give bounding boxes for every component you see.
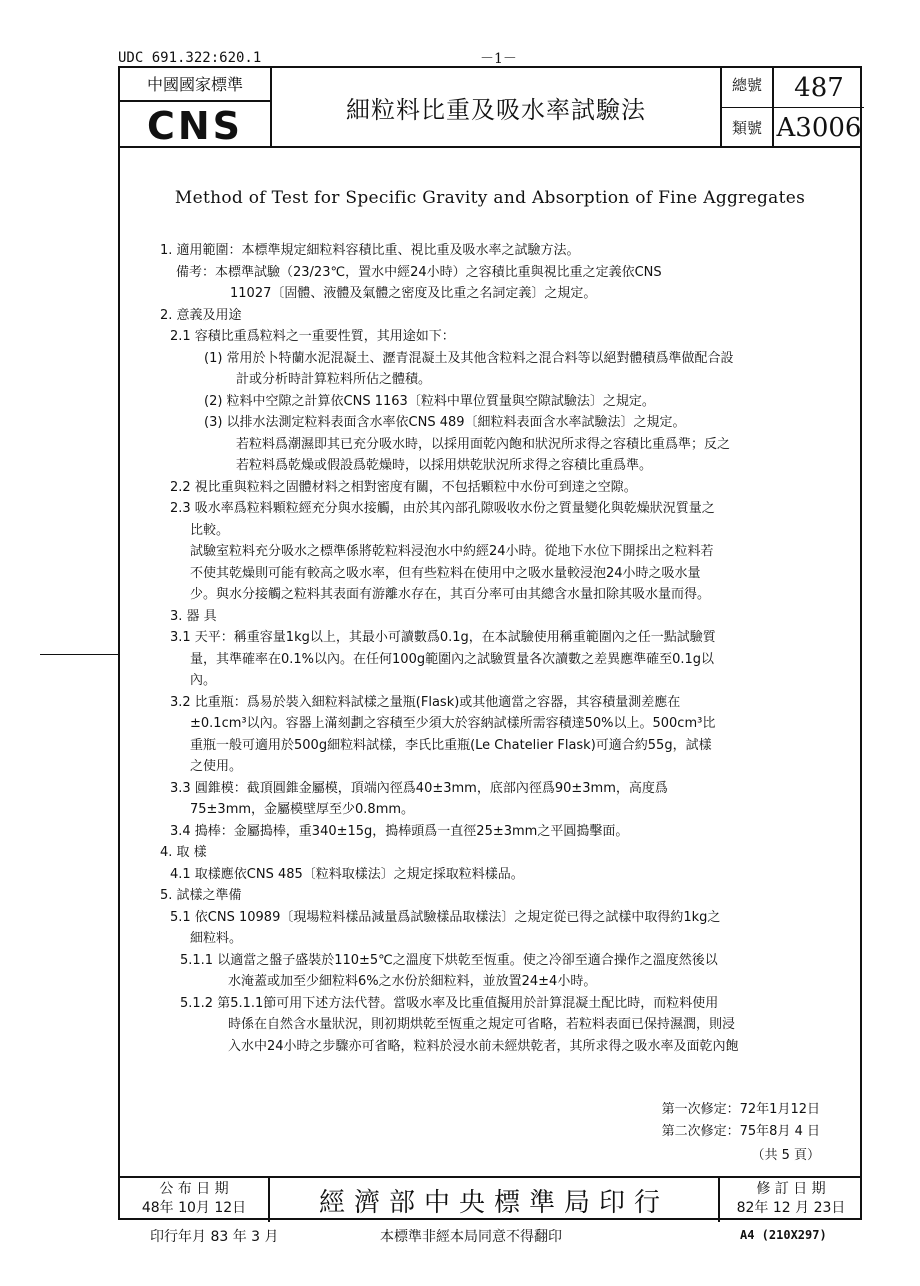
document-frame bbox=[118, 66, 862, 1220]
body-line: 2.1 容積比重爲粒料之一重要性質，其用途如下： bbox=[170, 329, 455, 344]
body-line: 4. 取 樣 bbox=[160, 845, 207, 860]
publish-date: 48年 10月 12日 bbox=[141, 1200, 247, 1216]
revision-first: 第一次修定：72年1月12日 bbox=[661, 1102, 820, 1117]
body-line: ±0.1cm³以內。容器上滿刻劃之容積至少須大於容納試樣所需容積達50%以上。500cm³比 bbox=[190, 716, 716, 731]
body-line: 細粒料。 bbox=[190, 931, 243, 946]
body-line: 比較。 bbox=[190, 522, 230, 538]
body-line: 11027〔固體、液體及氣體之密度及比重之名詞定義〕之規定。 bbox=[230, 286, 597, 301]
body-line: 若粒料爲乾燥或假設爲乾燥時，以採用烘乾狀況所求得之容積比重爲準。 bbox=[236, 458, 653, 473]
page-number: －1－ bbox=[480, 51, 517, 67]
body-line: (3) 以排水法測定粒料表面含水率依CNS 489〔細粒料表面含水率試驗法〕之規定。 bbox=[204, 415, 686, 430]
body-line: 2.3 吸水率爲粒料顆粒經充分與水接觸，由於其內部孔隙吸收水份之質量變化與乾燥狀況質量之 bbox=[170, 501, 715, 516]
body-line: 試驗室粒料充分吸水之標準係將乾粒料浸泡水中約經24小時。從地下水位下開採出之粒料若 bbox=[190, 544, 714, 559]
publish-block bbox=[120, 1178, 270, 1222]
body-line: 入水中24小時之步驟亦可省略，粒料於浸水前未經烘乾者，其所求得之吸水率及面乾內飽 bbox=[228, 1038, 739, 1054]
body-line: 5.1.2 第5.1.1節可用下述方法代替。當吸水率及比重值擬用於計算混凝土配比時，而粒料使用 bbox=[180, 995, 719, 1011]
body-line: 4.1 取樣應依CNS 485〔粒料取樣法〕之規定採取粒料樣品。 bbox=[170, 866, 524, 882]
body-line: 量，其準確率在0.1%以內。在任何100g範圍內之試驗質量各次讀數之差異應準確至0.1g以 bbox=[190, 651, 715, 667]
body-line: 2. 意義及用途 bbox=[160, 307, 242, 323]
revise-block bbox=[718, 1178, 862, 1222]
page-count: （共 5 頁） bbox=[751, 1148, 820, 1163]
body-line: (1) 常用於卜特蘭水泥混凝土、瀝青混凝土及其他含粒料之混合料等以絕對體積爲準做配合設 bbox=[204, 350, 734, 366]
body-line: 水淹蓋或加至少細粒料6%之水份於細粒料，並放置24±4小時。 bbox=[228, 974, 597, 989]
body-line: 2.2 視比重與粒料之固體材料之相對密度有關，不包括顆粒中水份可到達之空隙。 bbox=[170, 479, 637, 495]
margin-mark bbox=[40, 654, 118, 655]
body-line: 3.1 天平：稱重容量1kg以上，其最小可讀數爲0.1g，在本試驗使用稱重範圍內之任一點試驗質 bbox=[170, 630, 716, 645]
printer-name: 經濟部中央標準局印行 bbox=[318, 1187, 669, 1218]
udc-code: UDC 691.322:620.1 bbox=[118, 50, 262, 66]
revise-label: 修 訂 日 期 bbox=[756, 1181, 826, 1197]
standard-block bbox=[120, 68, 272, 148]
body-line: 5.1.1 以適當之盤子盛裝於110±5℃之溫度下烘乾至恆重。使之冷卻至適合操作之溫度然後以 bbox=[180, 952, 718, 968]
body-line: 之使用。 bbox=[190, 759, 243, 774]
body-line: 3. 器 具 bbox=[170, 608, 217, 624]
body-line: 若粒料爲潮濕即其已充分吸水時，以採用面乾內飽和狀況所求得之容積比重爲準；反之 bbox=[236, 436, 731, 452]
body-line: 時係在自然含水量狀況，則初期烘乾至恆重之規定可省略，若粒料表面已保持濕潤，則浸 bbox=[228, 1017, 736, 1032]
total-number-label: 總號 bbox=[722, 68, 774, 108]
body-line: 不使其乾燥則可能有較高之吸水率，但有些粒料在使用中之吸水量較浸泡24小時之吸水量 bbox=[190, 565, 701, 581]
standard-name: 中國國家標準 bbox=[146, 75, 243, 94]
body-line: 3.3 圓錐模：截頂圓錐金屬模，頂端內徑爲40±3mm，底部內徑爲90±3mm，高度爲 bbox=[170, 780, 668, 796]
class-number-value: A3006 bbox=[776, 113, 862, 143]
class-number-label: 類號 bbox=[722, 108, 774, 148]
body-line: 內。 bbox=[190, 673, 217, 688]
copyright-note: 本標準非經本局同意不得翻印 bbox=[380, 1229, 562, 1245]
body-line: 1. 適用範圍：本標準規定細粒料容積比重、視比重及吸水率之試驗方法。 bbox=[160, 243, 580, 258]
publish-label: 公 布 日 期 bbox=[159, 1181, 229, 1197]
paper-size: A4 (210X297) bbox=[740, 1228, 827, 1242]
revision-second: 第二次修定：75年8月 4 日 bbox=[661, 1124, 820, 1139]
english-title: Method of Test for Specific Gravity and Absorption of Fine Aggregates bbox=[174, 188, 806, 208]
body-line: 5.1 依CNS 10989〔現場粒料樣品減量爲試驗樣品取樣法〕之規定從已得之試樣中取得約1kg之 bbox=[170, 909, 721, 925]
body-line: 計或分析時計算粒料所佔之體積。 bbox=[236, 372, 432, 387]
body-line: 備考：本標準試驗（23/23℃，置水中經24小時）之容積比重與視比重之定義依CNS bbox=[176, 264, 662, 280]
body-line: 5. 試樣之準備 bbox=[160, 888, 242, 903]
cns-logo: CNS bbox=[120, 100, 270, 148]
total-number-value: 487 bbox=[774, 68, 864, 108]
body-line: 3.2 比重瓶：爲易於裝入細粒料試樣之量瓶(Flask)或其他適當之容器，其容積量測差應在 bbox=[170, 694, 681, 710]
revise-date: 82年 12 月 23日 bbox=[736, 1200, 846, 1216]
body-line: 重瓶一般可適用於500g細粒料試樣，李氏比重瓶(Le Chatelier Flask)可適合約55g，試樣 bbox=[190, 737, 712, 753]
document-body bbox=[160, 240, 840, 1057]
body-line: 75±3mm，金屬模壁厚至少0.8mm。 bbox=[190, 802, 415, 817]
number-block bbox=[720, 68, 862, 148]
body-line: 少。與水分接觸之粒料其表面有游離水存在，其百分率可由其總含水量扣除其吸水量而得。 bbox=[190, 587, 711, 602]
document-title: 細粒料比重及吸水率試驗法 bbox=[272, 68, 720, 148]
body-line: 3.4 搗棒：金屬搗棒，重340±15g，搗棒頭爲一直徑25±3mm之平圓搗擊面。 bbox=[170, 823, 629, 839]
print-date: 印行年月 83 年 3 月 bbox=[150, 1229, 279, 1245]
body-line: (2) 粒料中空隙之計算依CNS 1163〔粒料中單位質量與空隙試驗法〕之規定。 bbox=[204, 393, 655, 409]
